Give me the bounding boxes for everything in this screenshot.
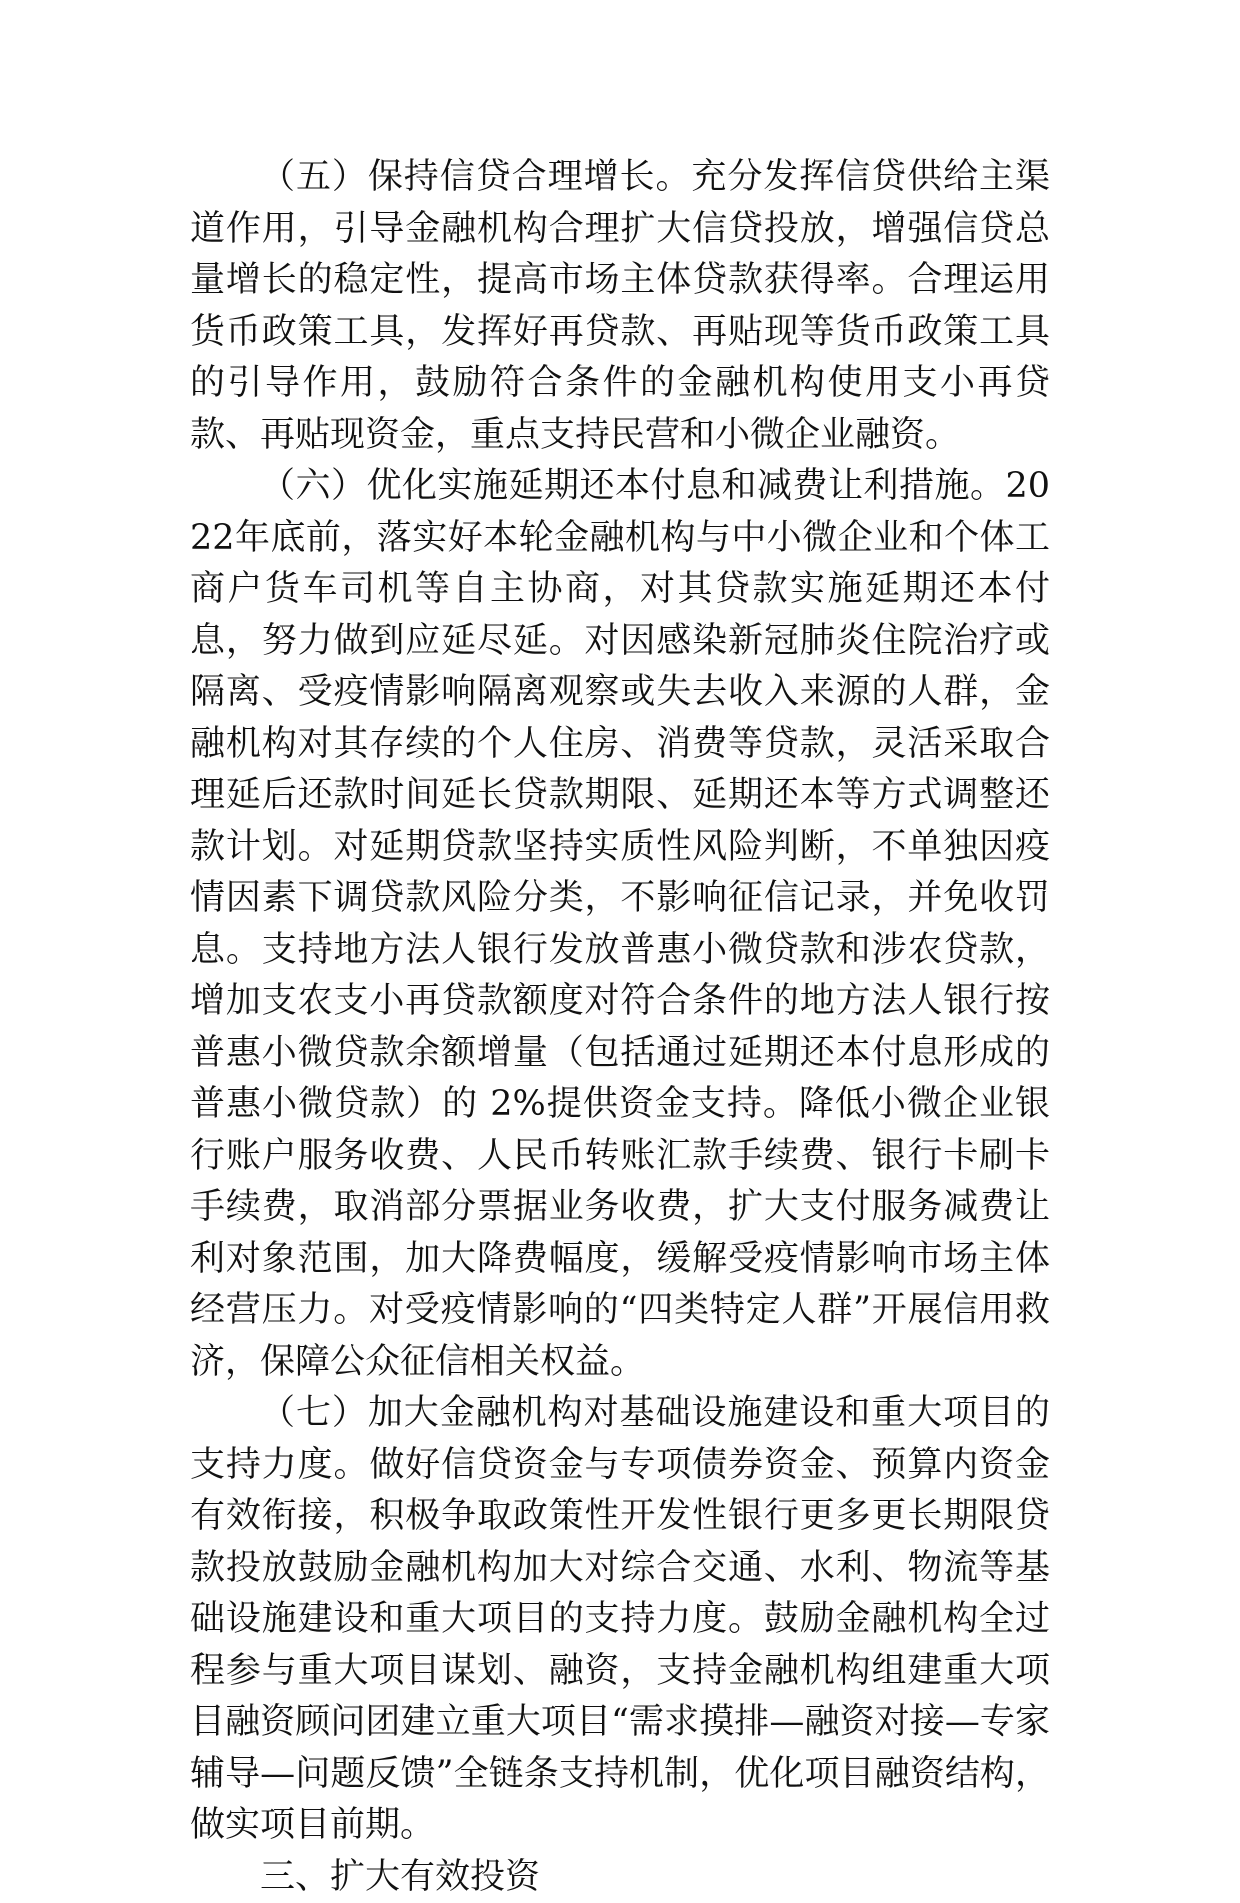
document-body <box>190 152 1050 1903</box>
section-heading: 三、扩大有效投资 <box>190 1852 1050 1903</box>
paragraph-infrastructure-support: （七）加大金融机构对基础设施建设和重大项目的支持力度。做好信贷资金与专项债券资金、预算内资金有效衔接，积极争取政策性开发性银行更多更长期限贷款投放鼓励金融机构加大对综合交通、水利、物流等基础设施建设和重大项目的支持力度。鼓励金融机构全过程参与重大项目谋划、融资，支持金融机构组建重大项目融资顾问团建立重大项目“需求摸排—融资对接—专家辅导—问题反馈”全链条支持机制，优化项目融资结构，做实项目前期。 <box>190 1388 1050 1852</box>
paragraph-deferred-repayment: （六）优化实施延期还本付息和减费让利措施。2022年底前，落实好本轮金融机构与中小微企业和个体工商户货车司机等自主协商，对其贷款实施延期还本付息，努力做到应延尽延。对因感染新冠肺炎住院治疗或隔离、受疫情影响隔离观察或失去收入来源的人群，金融机构对其存续的个人住房、消费等贷款，灵活采取合理延后还款时间延长贷款期限、延期还本等方式调整还款计划。对延期贷款坚持实质性风险判断，不单独因疫情因素下调贷款风险分类，不影响征信记录，并免收罚息。支持地方法人银行发放普惠小微贷款和涉农贷款，增加支农支小再贷款额度对符合条件的地方法人银行按普惠小微贷款余额增量（包括通过延期还本付息形成的普惠小微贷款）的 2%提供资金支持。降低小微企业银行账户服务收费、人民币转账汇款手续费、银行卡刷卡手续费，取消部分票据业务收费，扩大支付服务减费让利对象范围，加大降费幅度，缓解受疫情影响市场主体经营压力。对受疫情影响的“四类特定人群”开展信用救济，保障公众征信相关权益。 <box>190 461 1050 1388</box>
paragraph-credit-growth: （五）保持信贷合理增长。充分发挥信贷供给主渠道作用，引导金融机构合理扩大信贷投放，增强信贷总量增长的稳定性，提高市场主体贷款获得率。合理运用货币政策工具，发挥好再贷款、再贴现等货币政策工具的引导作用，鼓励符合条件的金融机构使用支小再贷款、再贴现资金，重点支持民营和小微企业融资。 <box>190 152 1050 461</box>
